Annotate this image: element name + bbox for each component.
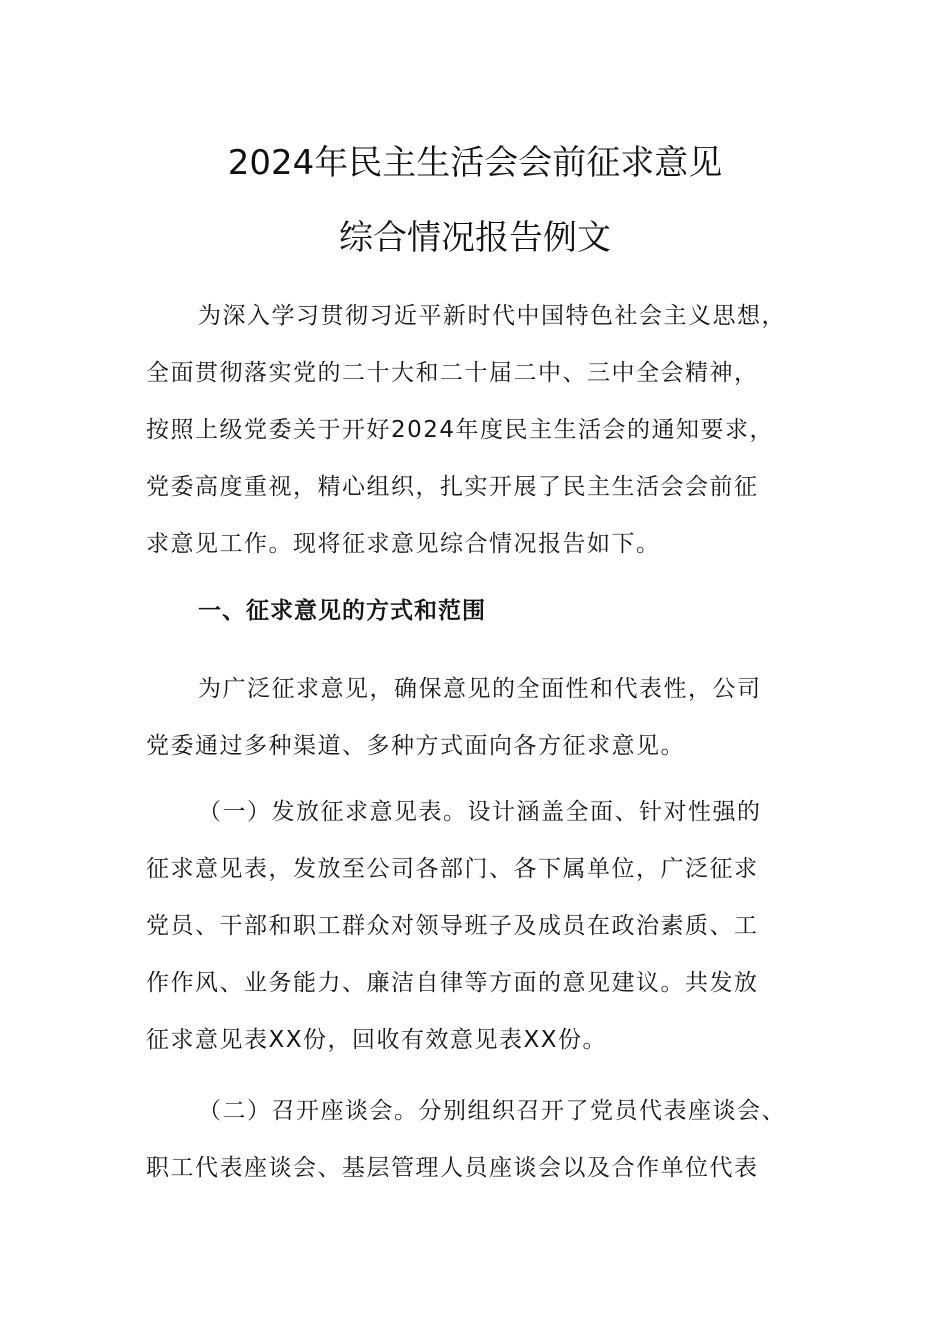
paragraph-4-line-2: 职工代表座谈会、基层管理人员座谈会以及合作单位代表 — [146, 1155, 759, 1181]
paragraph-3-line-5: 征求意见表XX份，回收有效意见表XX份。 — [146, 1027, 608, 1053]
paragraph-4-line-1: （二）召开座谈会。分别组织召开了党员代表座谈会、 — [198, 1098, 786, 1124]
section-heading-1: 一、征求意见的方式和范围 — [198, 598, 486, 624]
paragraph-1-line-3: 按照上级党委关于开好2024年度民主生活会的通知要求， — [146, 417, 775, 443]
paragraph-1-line-4: 党委高度重视，精心组织，扎实开展了民主生活会会前征 — [146, 474, 759, 500]
paragraph-2-line-1: 为广泛征求意见，确保意见的全面性和代表性，公司 — [198, 676, 762, 702]
paragraph-2-line-2: 党委通过多种渠道、多种方式面向各方征求意见。 — [146, 733, 685, 759]
paragraph-1-line-5: 求意见工作。现将征求意见综合情况报告如下。 — [146, 531, 661, 557]
paragraph-3-line-1: （一）发放征求意见表。设计涵盖全面、针对性强的 — [198, 799, 762, 825]
document-title-line-1: 2024年民主生活会会前征求意见 — [227, 143, 723, 183]
paragraph-3-line-4: 作作风、业务能力、廉洁自律等方面的意见建议。共发放 — [146, 970, 759, 996]
paragraph-3-line-3: 党员、干部和职工群众对领导班子及成员在政治素质、工 — [146, 913, 759, 939]
paragraph-1-line-2: 全面贯彻落实党的二十大和二十届二中、三中全会精神， — [146, 360, 759, 386]
paragraph-1-line-1: 为深入学习贯彻习近平新时代中国特色社会主义思想， — [198, 303, 786, 329]
paragraph-3-line-2: 征求意见表，发放至公司各部门、各下属单位，广泛征求 — [146, 856, 759, 882]
document-title-line-2: 综合情况报告例文 — [339, 218, 611, 258]
